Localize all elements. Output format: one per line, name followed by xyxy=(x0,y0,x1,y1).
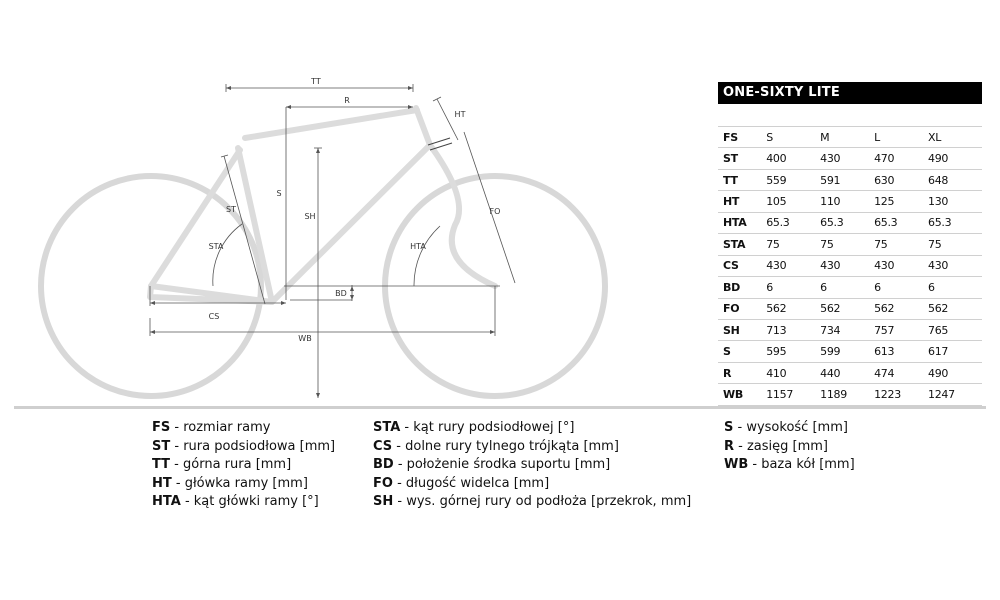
cell-r-0: 410 xyxy=(766,362,820,383)
cell-fo-0: 562 xyxy=(766,298,820,319)
legend-text: - długość widelca [mm] xyxy=(392,475,550,491)
legend-abbr: WB xyxy=(724,457,749,472)
cell-ht-1: 110 xyxy=(820,191,874,212)
label-cs: CS xyxy=(208,312,220,321)
cell-r-1: 440 xyxy=(820,362,874,383)
cell-cs-1: 430 xyxy=(820,255,874,276)
label-tt: TT xyxy=(311,77,321,86)
cell-fo-2: 562 xyxy=(874,298,928,319)
table-row xyxy=(718,255,982,276)
cell-ht-2: 125 xyxy=(874,191,928,212)
cell-cs-2: 430 xyxy=(874,255,928,276)
label-bd: BD xyxy=(335,289,347,298)
table-row xyxy=(718,212,982,233)
cell-sta-2: 75 xyxy=(874,234,928,255)
table-row xyxy=(718,169,982,190)
legend-text: - wysokość [mm] xyxy=(733,420,848,435)
legend-text: - główka ramy [mm] xyxy=(171,475,308,491)
cell-cs-0: 430 xyxy=(766,255,820,276)
cell-tt-0: 559 xyxy=(766,169,820,190)
row-key-ht: HT xyxy=(718,191,766,212)
legend-item xyxy=(724,438,855,457)
cell-bd-3: 6 xyxy=(928,277,982,298)
label-wb: WB xyxy=(298,334,312,343)
label-fo: FO xyxy=(489,207,501,216)
legend-item xyxy=(152,438,335,457)
cell-wb-2: 1223 xyxy=(874,384,928,405)
legend-item xyxy=(152,475,335,494)
legend-text: - kąt rury podsiodłowej [°] xyxy=(400,420,575,435)
cell-wb-0: 1157 xyxy=(766,384,820,405)
cell-r-3: 490 xyxy=(928,362,982,383)
legend-column-2 xyxy=(373,419,691,512)
cell-r-2: 474 xyxy=(874,362,928,383)
row-key-sh: SH xyxy=(718,319,766,340)
label-st: ST xyxy=(226,205,236,214)
cell-ht-3: 130 xyxy=(928,191,982,212)
legend-abbr: S xyxy=(724,420,734,435)
cell-s-3: 617 xyxy=(928,341,982,362)
cell-s-1: 599 xyxy=(820,341,874,362)
row-key-r: R xyxy=(718,362,766,383)
legend-text: - wys. górnej rury od podłoża [przekrok, mm] xyxy=(393,494,692,509)
row-key-bd: BD xyxy=(718,277,766,298)
cell-st-3: 490 xyxy=(928,148,982,169)
cell-tt-2: 630 xyxy=(874,169,928,190)
legend-item xyxy=(724,419,855,438)
legend-abbr: FO xyxy=(373,475,393,491)
table-row xyxy=(718,148,982,169)
row-key-sta: STA xyxy=(718,234,766,255)
cell-st-1: 430 xyxy=(820,148,874,169)
label-sta: STA xyxy=(208,242,224,251)
table-row xyxy=(718,341,982,362)
cell-hta-2: 65.3 xyxy=(874,212,928,233)
section-divider xyxy=(14,406,986,409)
cell-sh-3: 765 xyxy=(928,319,982,340)
cell-bd-0: 6 xyxy=(766,277,820,298)
label-s: S xyxy=(276,189,282,198)
table-row xyxy=(718,234,982,255)
legend-item xyxy=(373,438,691,457)
legend-abbr: ST xyxy=(152,438,171,454)
cell-sta-0: 75 xyxy=(766,234,820,255)
cell-wb-1: 1189 xyxy=(820,384,874,405)
cell-bd-1: 6 xyxy=(820,277,874,298)
legend-abbr: TT xyxy=(152,457,171,472)
legend-abbr: HT xyxy=(152,475,172,491)
legend-text: - kąt główki ramy [°] xyxy=(180,494,319,509)
table-row xyxy=(718,319,982,340)
row-key-st: ST xyxy=(718,148,766,169)
label-ht: HT xyxy=(454,110,466,119)
legend-abbr: HTA xyxy=(152,494,181,509)
cell-wb-3: 1247 xyxy=(928,384,982,405)
row-key-hta: HTA xyxy=(718,212,766,233)
legend-column-3 xyxy=(724,419,855,475)
row-key-tt: TT xyxy=(718,169,766,190)
cell-ht-0: 105 xyxy=(766,191,820,212)
legend-abbr: FS xyxy=(152,420,171,435)
row-key-cs: CS xyxy=(718,255,766,276)
bike-geometry-diagram xyxy=(0,0,710,405)
legend-item xyxy=(373,456,691,475)
table-row xyxy=(718,362,982,383)
legend-text: - górna rura [mm] xyxy=(170,457,292,472)
legend-abbr: SH xyxy=(373,494,394,509)
cell-st-0: 400 xyxy=(766,148,820,169)
legend-text: - rozmiar ramy xyxy=(170,420,271,435)
legend-text: - dolne rury tylnego trójkąta [mm] xyxy=(392,438,619,454)
legend-item xyxy=(724,456,855,475)
spec-table xyxy=(718,104,982,406)
legend-item xyxy=(373,493,691,512)
legend-text: - zasięg [mm] xyxy=(734,438,828,454)
cell-tt-1: 591 xyxy=(820,169,874,190)
legend-item xyxy=(152,419,335,438)
row-key-fo: FO xyxy=(718,298,766,319)
legend-abbr: CS xyxy=(373,438,393,454)
cell-sta-1: 75 xyxy=(820,234,874,255)
cell-sh-0: 713 xyxy=(766,319,820,340)
table-row xyxy=(718,298,982,319)
cell-fs-1: M xyxy=(820,127,874,148)
cell-bd-2: 6 xyxy=(874,277,928,298)
cell-sh-1: 734 xyxy=(820,319,874,340)
label-r: R xyxy=(344,96,350,105)
legend-item xyxy=(373,419,691,438)
label-sh: SH xyxy=(304,212,316,221)
legend-text: - położenie środka suportu [mm] xyxy=(393,457,611,472)
row-key-wb: WB xyxy=(718,384,766,405)
table-row xyxy=(718,277,982,298)
legend-abbr: R xyxy=(724,438,735,454)
cell-fo-3: 562 xyxy=(928,298,982,319)
table-row xyxy=(718,127,982,148)
cell-sh-2: 757 xyxy=(874,319,928,340)
cell-s-0: 595 xyxy=(766,341,820,362)
spec-table-wrapper xyxy=(718,82,982,104)
row-key-fs: FS xyxy=(718,127,766,148)
cell-hta-3: 65.3 xyxy=(928,212,982,233)
cell-hta-0: 65.3 xyxy=(766,212,820,233)
legend-column-1 xyxy=(152,419,335,512)
cell-fo-1: 562 xyxy=(820,298,874,319)
cell-cs-3: 430 xyxy=(928,255,982,276)
legend-text: - baza kół [mm] xyxy=(748,457,855,472)
cell-fs-2: L xyxy=(874,127,928,148)
cell-tt-3: 648 xyxy=(928,169,982,190)
frame xyxy=(150,108,495,302)
legend-item xyxy=(373,475,691,494)
row-key-s: S xyxy=(718,341,766,362)
legend-item xyxy=(152,493,335,512)
label-hta: HTA xyxy=(410,242,426,251)
table-row xyxy=(718,191,982,212)
legend-text: - rura podsiodłowa [mm] xyxy=(170,438,336,454)
cell-fs-0: S xyxy=(766,127,820,148)
table-spacer-row xyxy=(718,104,982,127)
cell-st-2: 470 xyxy=(874,148,928,169)
legend-abbr: BD xyxy=(373,457,394,472)
legend-item xyxy=(152,456,335,475)
table-row xyxy=(718,384,982,405)
cell-s-2: 613 xyxy=(874,341,928,362)
cell-fs-3: XL xyxy=(928,127,982,148)
spec-table-title: ONE-SIXTY LITE xyxy=(718,82,982,104)
legend-abbr: STA xyxy=(373,420,401,435)
cell-sta-3: 75 xyxy=(928,234,982,255)
cell-hta-1: 65.3 xyxy=(820,212,874,233)
